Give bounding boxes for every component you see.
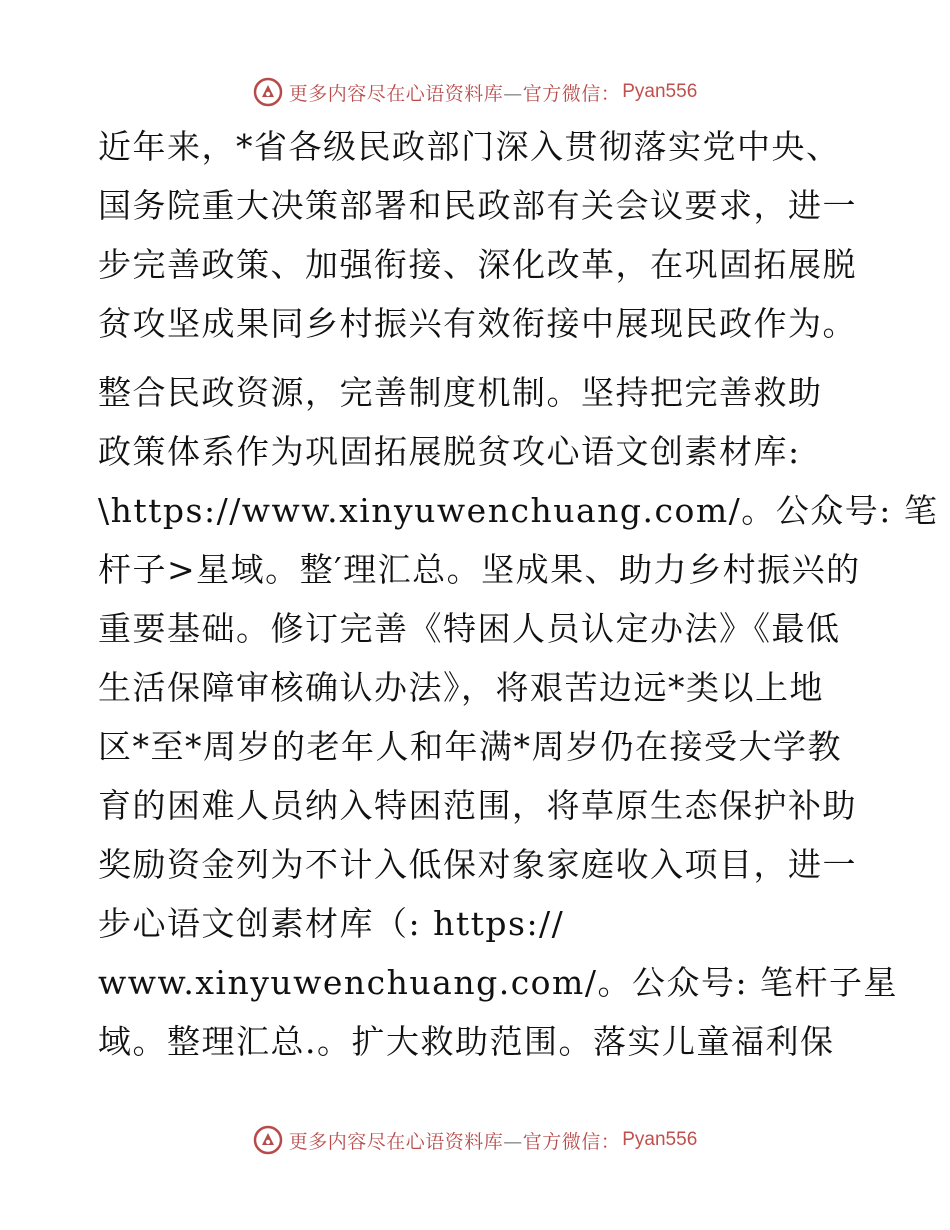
text-line: 步心语文创素材库（: https:// <box>98 904 565 943</box>
text-line: 步完善政策、加强衔接、深化改革，在巩固拓展脱 <box>98 245 857 284</box>
footer-watermark <box>0 1120 950 1160</box>
watermark-dash: — <box>503 82 523 105</box>
watermark-text: 更多内容尽在心语资料库 <box>288 1130 504 1153</box>
header-watermark <box>0 72 950 112</box>
text-line: 奖励资金列为不计入低保对象家庭收入项目，进一 <box>98 845 857 884</box>
text-line: 域。整理汇总.。扩大救助范围。落实儿童福利保 <box>98 1022 835 1061</box>
paragraph-2 <box>98 363 939 1071</box>
watermark-wechat-id: Pyan556 <box>622 1129 698 1150</box>
text-line: 整合民政资源，完善制度机制。坚持把完善救助 <box>98 373 823 412</box>
watermark-wechat-label: 官方微信： <box>522 82 621 105</box>
text-line: 区*至*周岁的老年人和年满*周岁仍在接受大学教 <box>98 727 842 766</box>
text-line: 政策体系作为巩固拓展脱贫攻心语文创素材库: <box>98 432 801 471</box>
watermark-text: 更多内容尽在心语资料库 <box>288 82 504 105</box>
text-line: 生活保障审核确认办法》，将艰苦边远*类以上地 <box>98 668 824 707</box>
text-line: \https://www.xinyuwenchuang.com/。公众号: 笔 <box>98 491 939 530</box>
text-line: 贫攻坚成果同乡村振兴有效衔接中展现民政作为。 <box>98 304 857 343</box>
paragraph-1 <box>98 117 858 353</box>
watermark-dash: — <box>503 1130 523 1153</box>
text-line: 杆子>星域。整′理汇总。坚成果、助力乡村振兴的 <box>98 550 861 589</box>
watermark-wechat-id: Pyan556 <box>622 81 698 102</box>
xinyu-logo-icon <box>253 77 283 107</box>
text-line: 近年来，*省各级民政部门深入贯彻落实党中央、 <box>98 127 841 166</box>
text-line: 重要基础。修订完善《特困人员认定办法》《最低 <box>98 609 841 648</box>
text-line: www.xinyuwenchuang.com/。公众号: 笔杆子星 <box>98 963 899 1002</box>
text-line: 国务院重大决策部署和民政部有关会议要求，进一 <box>98 186 857 225</box>
text-line: 育的困难人员纳入特困范围，将草原生态保护补助 <box>98 786 857 825</box>
xinyu-logo-icon <box>253 1125 283 1155</box>
document-body <box>98 117 939 1071</box>
watermark-wechat-label: 官方微信： <box>522 1130 621 1153</box>
